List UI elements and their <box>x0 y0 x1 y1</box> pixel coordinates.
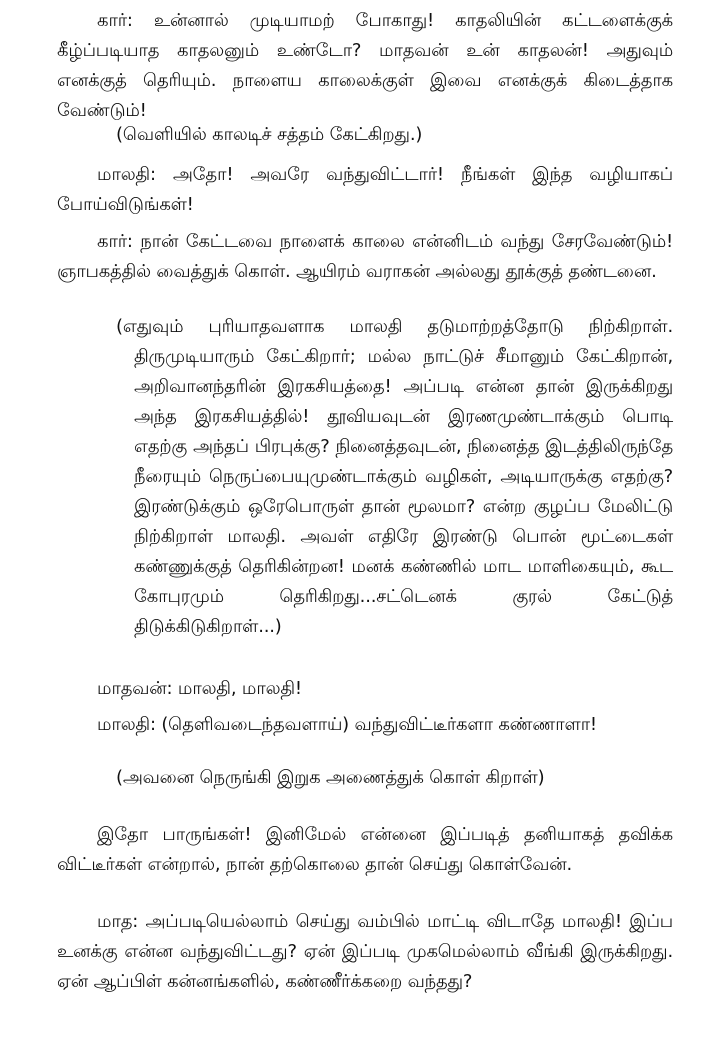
paragraph-madhavan-calls: மாதவன்: மாலதி, மாலதி! <box>97 678 302 699</box>
stage-direction-malathi-confusion: (எதுவும் புரியாதவளாக மாலதி தடுமாற்றத்தோடு நிற்கிறாள். திருமுடியாரும் கேட்கிறார்; மல்ல நாட்டுச் சீமானும் கேட்கிறான், அறிவானந்தரின் இரகசியத்தை! அப்படி என்ன தான் இருக்கிறது அந்த இரகசியத்தில்! தூவியவுடன் இரணமுண்டாக்கும் பொடி எதற்கு அந்தப் பிரபுக்கு? நினைத்தவுடன், நினைத்த இடத்திலிருந்தே நீரையும் நெருப்பையுமுண்டாக்கும் வழிகள், அடியாருக்கு எதற்கு? இரண்டுக்கும் ஒரேபொருள் தான் மூலமா? என்ற குழப்ப மேலிட்டு நிற்கிறாள் மாலதி. அவள் எதிரே இரண்டு பொன் மூட்டைகள் கண்ணுக்குத் தெரிகின்றன! மனக் கண்ணில் மாட மாளிகையும், கூட கோபுரமும் தெரிகிறது...சட்டெனக் குரல் கேட்டுத் திடுக்கிடுகிறாள்...) <box>116 316 673 637</box>
stage-direction-embrace: (அவனை நெருங்கி இறுக அணைத்துக் கொள் கிறாள்) <box>116 767 545 788</box>
paragraph-kar-threat: கார்: நான் கேட்டவை நாளைக் காலை என்னிடம் வந்து சேரவேண்டும்! ஞாபகத்தில் வைத்துக் கொள். ஆயிரம் வராகன் அல்லது தூக்குத் தண்டனை. <box>57 231 673 282</box>
paragraph-madhavan-reply: மாத: அப்படியெல்லாம் செய்து வம்பில் மாட்டி விடாதே மாலதி! இப்ப உனக்கு என்ன வந்துவிட்டது? ஏன் இப்படி முகமெல்லாம் வீங்கி இருக்கிறது. ஏன் ஆப்பிள் கன்னங்களில், கண்ணீர்க்கறை வந்தது? <box>57 911 673 992</box>
paragraph-kar-demand: கார்: உன்னால் முடியாமற் போகாது! காதலியின் கட்டளைக்குக் கீழ்ப்படியாத காதலனும் உண்டோ? மாதவன் உன் காதலன்! அதுவும் எனக்குத் தெரியும். நாளைய காலைக்குள் இவை எனக்குக் கிடைத்தாக வேண்டும்! <box>57 10 673 121</box>
paragraph-malathi-warning: மாலதி: அதோ! அவரே வந்துவிட்டார்! நீங்கள் இந்த வழியாகப் போய்விடுங்கள்! <box>57 164 673 215</box>
paragraph-malathi-relief: மாலதி: (தெளிவடைந்தவளாய்) வந்துவிட்டீர்களா கண்ணாளா! <box>97 714 597 735</box>
paragraph-malathi-plea: இதோ பாருங்கள்! இனிமேல் என்னை இப்படித் தனியாகத் தவிக்க விட்டீர்கள் என்றால், நான் தற்கொலை தான் செய்து கொள்வேன். <box>57 824 673 875</box>
stage-direction-footsteps: (வெளியில் காலடிச் சத்தம் கேட்கிறது.) <box>116 124 423 145</box>
